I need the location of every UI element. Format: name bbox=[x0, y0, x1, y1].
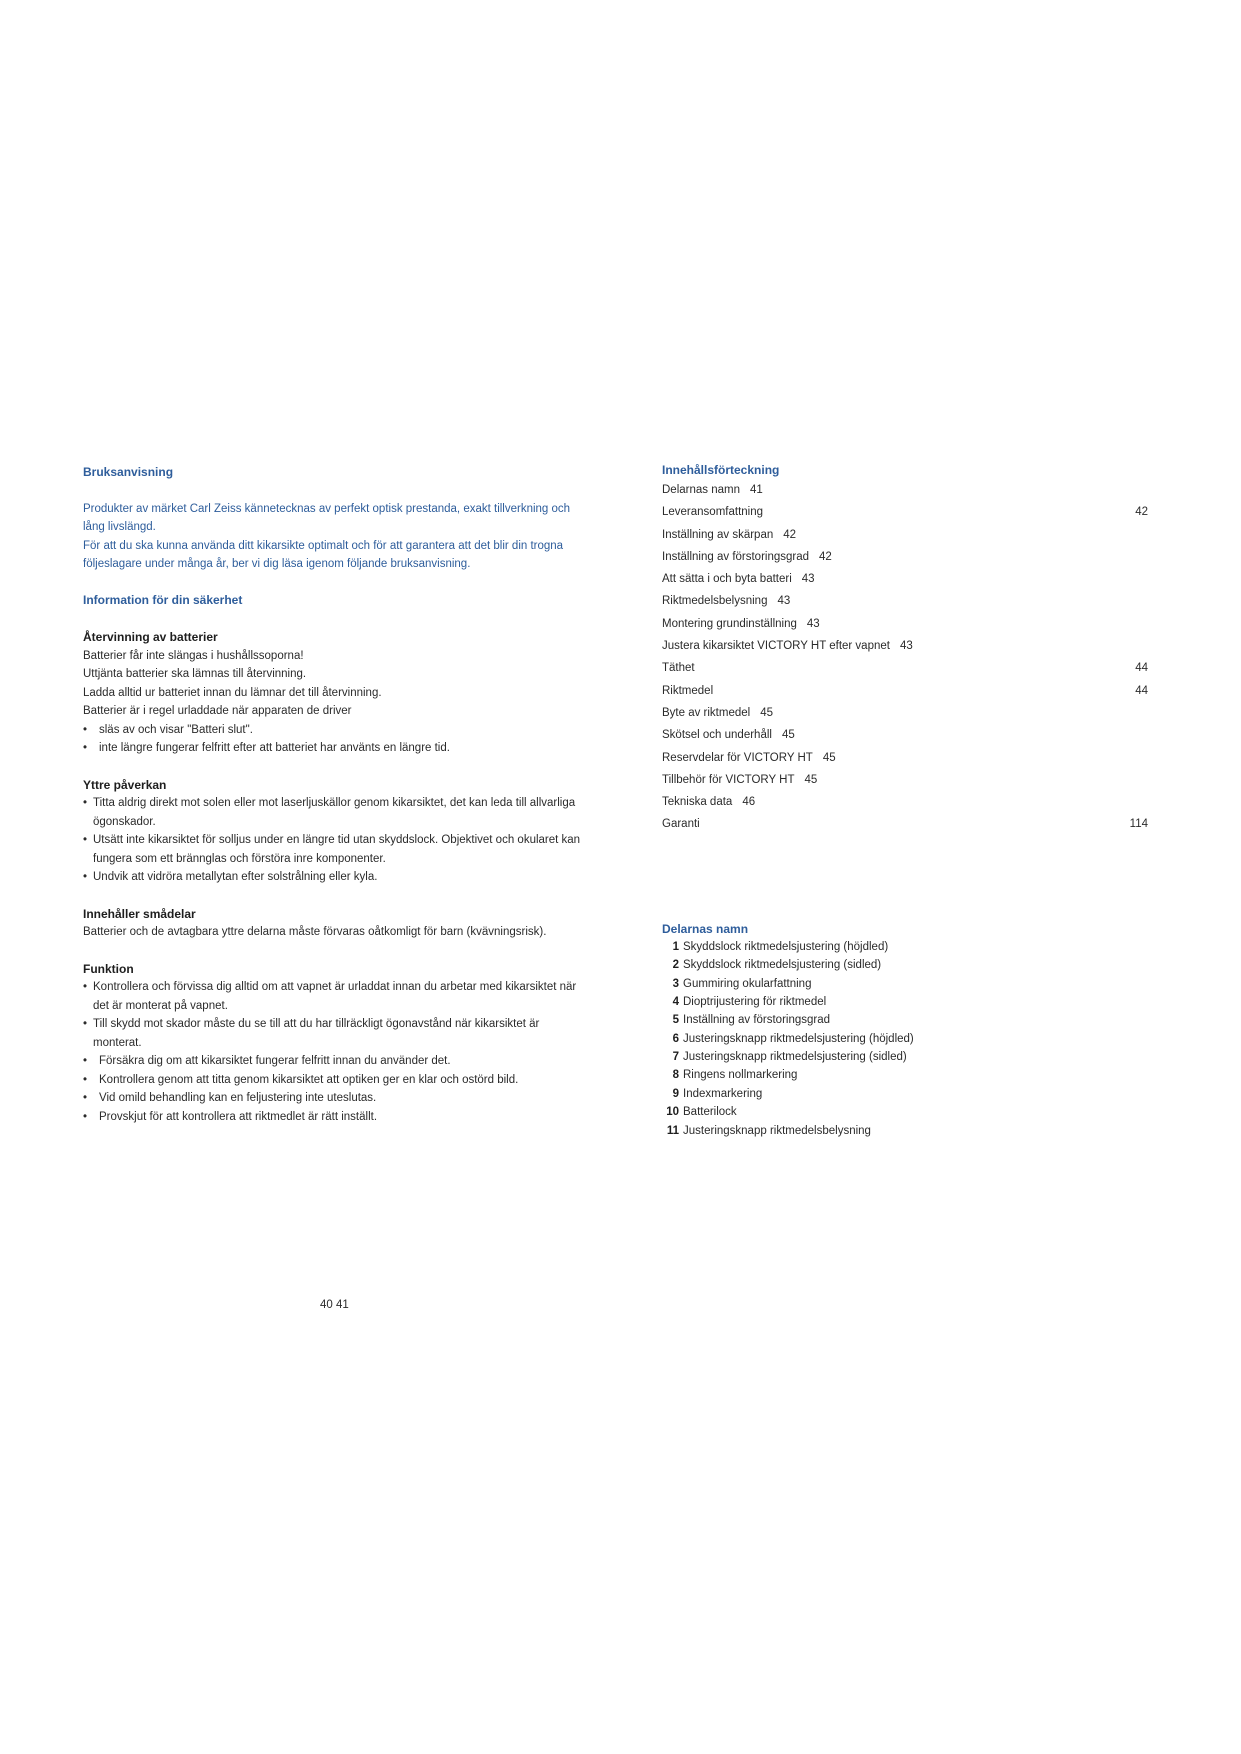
function-bullet: • Till skydd mot skador måste du se till att du har tillräckligt ögonavstånd när kikarsiktet är monterat. bbox=[83, 1015, 583, 1052]
parts-number: 5 bbox=[672, 1014, 679, 1027]
toc-row[interactable] bbox=[662, 769, 1148, 791]
toc-row[interactable] bbox=[662, 524, 1148, 546]
toc-row[interactable] bbox=[662, 568, 1148, 590]
parts-list bbox=[662, 938, 1148, 1140]
toc-label: Delarnas namn bbox=[662, 484, 740, 496]
toc-row[interactable] bbox=[662, 724, 1148, 746]
toc-row[interactable] bbox=[662, 635, 1148, 657]
toc-page-number: 43 bbox=[899, 640, 913, 653]
toc-label: Tillbehör för VICTORY HT bbox=[662, 773, 795, 786]
parts-label: Batterilock bbox=[683, 1106, 737, 1119]
toc-row[interactable] bbox=[662, 813, 1148, 835]
parts-item bbox=[662, 1011, 1148, 1029]
toc-label: Inställning av skärpan bbox=[662, 528, 774, 541]
recycle-bullet: • släs av och visar "Batteri slut". bbox=[83, 721, 583, 740]
toc-page-number: 43 bbox=[801, 573, 815, 586]
toc-label: Riktmedelsbelysning bbox=[662, 595, 768, 608]
toc-label: Att sätta i och byta batteri bbox=[662, 573, 792, 586]
parts-number: 7 bbox=[672, 1051, 679, 1064]
manual-title: Bruksanvisning bbox=[83, 465, 174, 479]
toc-row[interactable] bbox=[662, 613, 1148, 635]
parts-item bbox=[662, 993, 1148, 1011]
toc-label: Skötsel och underhåll bbox=[662, 729, 772, 742]
parts-label: Dioptrijustering för riktmedel bbox=[683, 995, 827, 1008]
recycle-line: Ladda alltid ur batteriet innan du lämnar det till återvinning. bbox=[83, 686, 382, 699]
parts-number: 4 bbox=[672, 995, 679, 1008]
external-heading: Yttre påverkan bbox=[83, 777, 167, 792]
function-heading: Funktion bbox=[83, 961, 134, 976]
parts-label: Justeringsknapp riktmedelsjustering (sidled) bbox=[683, 1051, 907, 1064]
toc-page-number: 42 bbox=[783, 528, 797, 541]
parts-label: Skyddslock riktmedelsjustering (sidled) bbox=[683, 959, 882, 972]
recycle-bullet: • inte längre fungerar felfritt efter att batteriet har använts en längre tid. bbox=[83, 739, 583, 758]
parts-item bbox=[662, 956, 1148, 974]
toc-page-number: 41 bbox=[749, 484, 763, 496]
toc-label: Byte av riktmedel bbox=[662, 706, 751, 719]
function-section bbox=[83, 960, 583, 1127]
parts-item bbox=[662, 1030, 1148, 1048]
toc-page-number: 114 bbox=[1129, 818, 1148, 831]
parts-label: Justeringsknapp riktmedelsbelysning bbox=[683, 1124, 871, 1137]
external-bullet: • Titta aldrig direkt mot solen eller mot laserljuskällor genom kikarsiktet, det kan leda till allvarliga ögonskador. bbox=[83, 794, 583, 831]
function-bullet: • Vid omild behandling kan en feljustering inte uteslutas. bbox=[83, 1089, 583, 1108]
toc-page-number: 45 bbox=[760, 706, 773, 719]
toc-heading: Innehållsförteckning bbox=[662, 463, 780, 477]
safety-heading: Information för din säkerhet bbox=[83, 592, 243, 607]
toc-row[interactable] bbox=[662, 791, 1148, 813]
toc-row[interactable] bbox=[662, 479, 1148, 501]
toc-label: Justera kikarsiktet VICTORY HT efter vapnet bbox=[662, 640, 890, 653]
external-bullet: • Undvik att vidröra metallytan efter solstrålning eller kyla. bbox=[83, 868, 583, 887]
parts-number: 10 bbox=[666, 1106, 679, 1119]
function-bullet: • Kontrollera och förvissa dig alltid om att vapnet är urladdat innan du arbetar med kikarsiktet när det är monterat på vapnet. bbox=[83, 978, 583, 1015]
small-parts-section bbox=[83, 905, 583, 942]
parts-number: 1 bbox=[672, 940, 679, 953]
parts-number: 3 bbox=[672, 977, 679, 990]
external-bullet: • Utsätt inte kikarsiktet för solljus under en längre tid utan skyddslock. Objektivet och okularet kan fungera som ett brännglas och förstöra inre komponenter. bbox=[83, 831, 583, 868]
intro-paragraph-1: Produkter av märket Carl Zeiss kännetecknas av perfekt optisk prestanda, exakt tillverkning och lång livslängd. bbox=[83, 502, 571, 533]
parts-number: 2 bbox=[672, 959, 679, 972]
parts-item bbox=[662, 1085, 1148, 1103]
toc-label: Garanti bbox=[662, 818, 700, 831]
left-page bbox=[83, 463, 583, 1126]
toc-label: Inställning av förstoringsgrad bbox=[662, 550, 810, 563]
toc-page-number: 45 bbox=[804, 773, 818, 786]
recycle-line: Batterier är i regel urladdade när apparaten de driver bbox=[83, 705, 352, 717]
parts-label: Indexmarkering bbox=[683, 1087, 763, 1100]
parts-item bbox=[662, 1066, 1148, 1084]
parts-label: Skyddslock riktmedelsjustering (höjdled) bbox=[683, 940, 889, 953]
recycle-line: Uttjänta batterier ska lämnas till återvinning. bbox=[83, 668, 307, 680]
toc-page-number: 42 bbox=[819, 550, 832, 563]
parts-number: 9 bbox=[672, 1087, 679, 1100]
toc-row[interactable] bbox=[662, 657, 1148, 679]
intro-paragraph-2: För att du ska kunna använda ditt kikarsikte optimalt och för att garantera att det blir din trogna följeslagare under många år, ber vi dig läsa igenom följande bruksanvisning. bbox=[83, 539, 564, 570]
toc-row[interactable] bbox=[662, 680, 1148, 702]
toc-label: Montering grundinställning bbox=[662, 617, 797, 630]
toc-label: Riktmedel bbox=[662, 684, 714, 697]
small-parts-heading: Innehåller smådelar bbox=[83, 906, 196, 921]
toc-list bbox=[662, 479, 1148, 836]
parts-item bbox=[662, 938, 1148, 956]
function-bullet: • Provskjut för att kontrollera att riktmedlet är rätt inställt. bbox=[83, 1108, 583, 1127]
parts-label: Justeringsknapp riktmedelsjustering (höjdled) bbox=[683, 1032, 914, 1045]
parts-item bbox=[662, 975, 1148, 993]
parts-item bbox=[662, 1103, 1148, 1121]
external-section bbox=[83, 776, 583, 887]
toc-page-number: 42 bbox=[1135, 506, 1148, 519]
recycle-heading: Återvinning av batterier bbox=[83, 630, 218, 644]
toc-label: Reservdelar för VICTORY HT bbox=[662, 751, 813, 764]
toc-label: Tekniska data bbox=[662, 796, 733, 809]
page-numbers: 40 41 bbox=[320, 1299, 349, 1311]
toc-page-number: 43 bbox=[777, 595, 791, 608]
toc-row[interactable] bbox=[662, 501, 1148, 523]
toc-page-number: 46 bbox=[742, 796, 756, 809]
toc-page-number: 43 bbox=[806, 617, 820, 630]
parts-heading: Delarnas namn bbox=[662, 921, 749, 936]
toc-label: Täthet bbox=[662, 662, 695, 675]
parts-label: Ringens nollmarkering bbox=[683, 1069, 798, 1082]
toc-label: Leveransomfattning bbox=[662, 506, 764, 519]
parts-number: 11 bbox=[666, 1124, 679, 1137]
parts-label: Gummiring okularfattning bbox=[683, 977, 812, 990]
function-bullet: • Försäkra dig om att kikarsiktet fungerar felfritt innan du använder det. bbox=[83, 1052, 583, 1071]
parts-item bbox=[662, 1048, 1148, 1066]
right-page bbox=[662, 461, 1148, 1140]
parts-label: Inställning av förstoringsgrad bbox=[683, 1014, 831, 1027]
recycle-line: Batterier får inte slängas i hushållssoporna! bbox=[83, 649, 304, 662]
toc-page-number: 44 bbox=[1135, 662, 1148, 675]
toc-page-number: 45 bbox=[781, 729, 795, 742]
toc-page-number: 44 bbox=[1135, 684, 1148, 697]
function-bullet: • Kontrollera genom att titta genom kikarsiktet att optiken ger en klar och ostörd bild. bbox=[83, 1071, 583, 1090]
parts-number: 6 bbox=[672, 1032, 679, 1045]
parts-number: 8 bbox=[672, 1069, 679, 1082]
toc-page-number: 45 bbox=[822, 751, 836, 764]
toc-row[interactable] bbox=[662, 702, 1148, 724]
small-parts-text: Batterier och de avtagbara yttre delarna måste förvaras oåtkomligt för barn (kvävningsrisk). bbox=[83, 926, 547, 938]
recycle-section bbox=[83, 628, 583, 758]
parts-item bbox=[662, 1122, 1148, 1140]
toc-row[interactable] bbox=[662, 590, 1148, 612]
toc-row[interactable] bbox=[662, 747, 1148, 769]
toc-row[interactable] bbox=[662, 546, 1148, 568]
